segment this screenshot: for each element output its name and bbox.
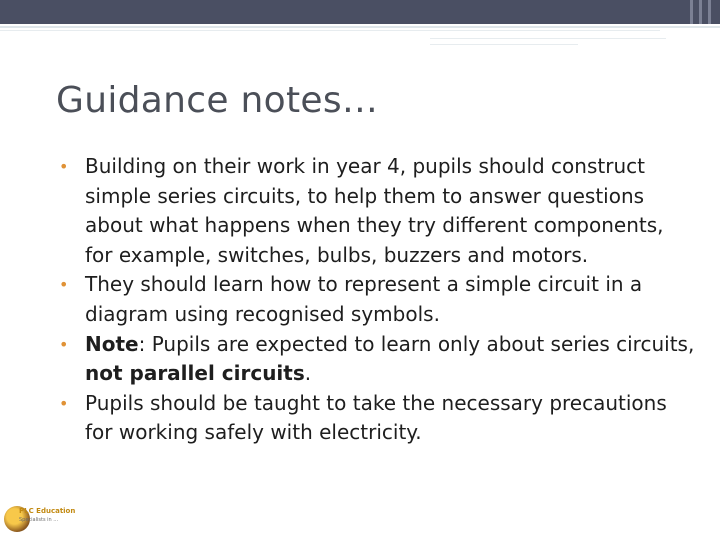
bullet-item <box>56 389 696 448</box>
bullet-item <box>56 270 696 329</box>
decor-line <box>430 44 578 45</box>
decor-line <box>0 30 660 31</box>
banner-stripe <box>690 0 693 24</box>
top-banner <box>0 0 720 24</box>
decorative-lines <box>0 24 720 54</box>
decor-line <box>0 26 720 28</box>
bullet-text: Pupils should be taught to take the necessary precautions for working safely with electricity. <box>85 390 667 445</box>
decor-line <box>430 38 666 39</box>
note-label: Note <box>85 331 139 356</box>
bullet-item <box>56 152 696 270</box>
bullet-icon: • <box>59 334 69 354</box>
bullet-icon: • <box>59 393 69 413</box>
bullet-item <box>56 330 696 389</box>
bullet-text: They should learn how to represent a simple circuit in a diagram using recognised symbols. <box>85 272 643 326</box>
emphasis-text: not parallel circuits <box>85 361 305 386</box>
banner-stripe <box>699 0 702 24</box>
bullet-text: : Pupils are expected to learn only about series circuits, <box>138 331 695 356</box>
banner-stripe <box>708 0 711 24</box>
bullet-text-end: . <box>304 361 312 386</box>
bullet-icon: • <box>59 275 69 295</box>
bullet-list <box>56 152 696 448</box>
slide-title: Guidance notes… <box>56 80 379 121</box>
bullet-icon: • <box>59 157 69 176</box>
publisher-logo <box>2 504 76 536</box>
logo-brand: PLC Education <box>19 507 76 515</box>
logo-subtitle: Specialists in … <box>19 517 59 523</box>
bullet-text: Building on their work in year 4, pupils should construct simple series circuits, to help them to answer questions about what happens when they try different components, for example, switches, bulbs, buzzers and motors. <box>85 154 664 267</box>
